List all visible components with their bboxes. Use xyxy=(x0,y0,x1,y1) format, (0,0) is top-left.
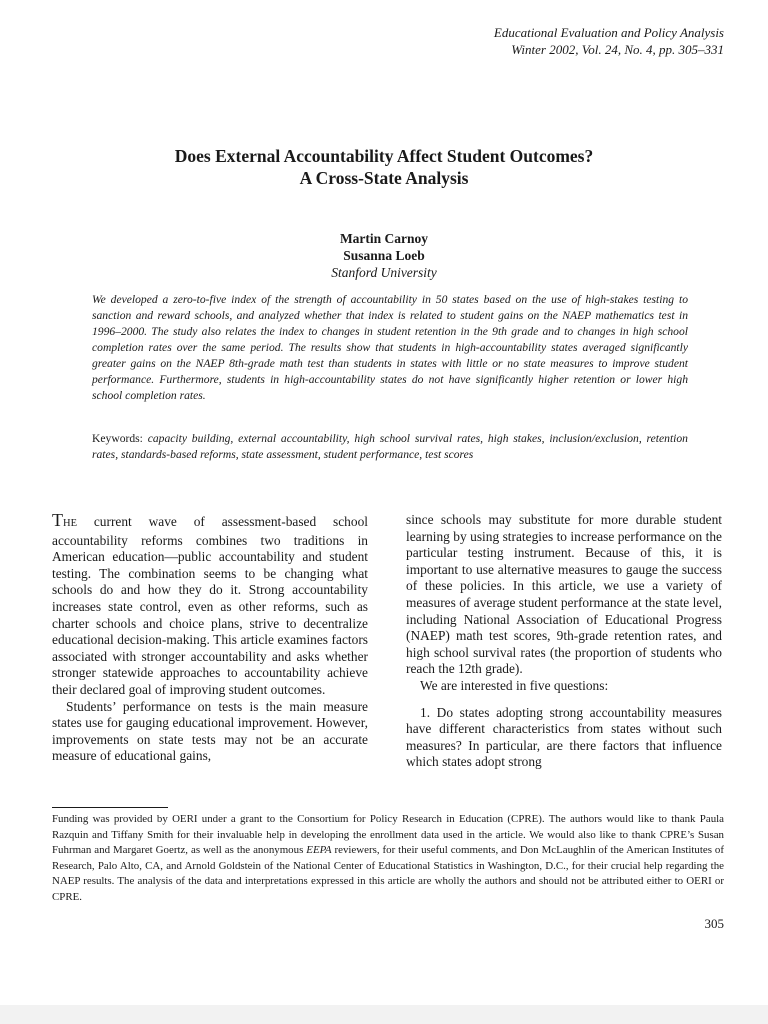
body-column-left xyxy=(52,512,368,765)
keywords-list: capacity building, external accountability, high school survival rates, high stakes, inclusion/exclusion, retention rates, standards-based reforms, state assessment, student performance, test scores xyxy=(92,432,688,461)
body-paragraph-2: Students’ performance on tests is the main measure states use for gauging educational improvement. However, improvements on state tests may not be an accurate measure of educational gains, xyxy=(52,698,368,764)
drop-cap: T xyxy=(52,510,63,530)
keywords xyxy=(92,431,688,463)
author-name-2: Susanna Loeb xyxy=(343,248,425,263)
article-title xyxy=(0,145,768,189)
body-paragraph-3: since schools may substitute for more durable student learning by using strategies to increase performance on the particular testing instrument. Because of this, it is important to use alternative measures to gauge the success of these policies. In this article, we use a variety of measures of average student performance at the state level, including National Association of Educational Progress (NAEP) math test scores, 9th-grade retention rates, and high school survival rates (the proportion of students who reach the 12th grade). xyxy=(406,512,722,677)
body-column-right xyxy=(406,512,722,771)
body-paragraph-4: We are interested in five questions: xyxy=(420,677,609,693)
drop-cap-smallcaps: HE xyxy=(63,518,77,529)
author-affiliation: Stanford University xyxy=(331,265,437,280)
author-block xyxy=(0,230,768,281)
journal-name: Educational Evaluation and Policy Analysis xyxy=(493,25,724,40)
author-name-1: Martin Carnoy xyxy=(339,231,429,246)
footnote xyxy=(52,812,724,905)
scan-bottom-margin xyxy=(0,1005,768,1024)
page-number: 305 xyxy=(704,916,724,931)
journal-issue: Winter 2002, Vol. 24, No. 4, pp. 305–331 xyxy=(511,42,724,57)
abstract: We developed a zero-to-five index of the strength of accountability in 50 states based on the use of high-stakes testing to sanction and reward schools, and analyzed whether that index is related to student gains on the NAEP mathematics test in 1996–2000. The study also relates the index to changes in student retention in the 9th grade and to changes in high school completion rates over the same period. The results show that students in high-accountability states averaged significantly greater gains on the NAEP 8th-grade math test than students in states with little or no state measures to improve student performance. Furthermore, students in high-accountability states do not have significantly higher retention or lower high school completion rates. xyxy=(92,293,688,402)
article-title-line1: Does External Accountability Affect Student Outcomes? xyxy=(174,146,594,166)
footnote-text-1: Funding was provided by OERI under a grant to the Consortium for Policy Research in Education (CPRE). The authors would like to thank Paula Razquin and Tiffany Smith for their invaluable help in developing the enrollment data used in the article. We would also like to thank CPRE’s Susan Fuhrman and Margaret Goertz, as well as the anonymous xyxy=(52,813,724,856)
footnote-journal-abbrev: EEPA xyxy=(306,844,332,856)
footnote-text-2: reviewers, for their useful comments, and Don McLaughlin of the American Institutes of Research, Palo Alto, CA, and Arnold Goldstein of the National Center of Educational Statistics in Washington, D.C., for their crucial help regarding the NAEP results. The analysis of the data and interpretations expressed in this article are wholly the authors and should not be attributed either to OERI or CPRE. xyxy=(52,844,724,903)
body-paragraph-1-text: current wave of assessment-based school accountability reforms combines two traditions in American education—public accountability and student testing. The combination seems to be changing what schools do and how they do it. Strong accountability increases state control, even as other reforms, such as charter schools and choice plans, strive to decentralize educational decision-making. This article examines factors associated with stronger accountability and asks whether stronger statewide approaches to accountability achieve their declared goal of improving student outcomes. xyxy=(52,514,368,697)
journal-citation xyxy=(494,24,724,58)
body-question-1: 1. Do states adopting strong accountability measures have different characteristics from states without such measures? In particular, are there factors that influence which states adopt strong xyxy=(406,704,722,770)
body-paragraph-1 xyxy=(52,512,368,699)
article-title-line2: A Cross-State Analysis xyxy=(299,168,469,188)
footnote-divider xyxy=(52,807,168,808)
keywords-label: Keywords: xyxy=(92,432,143,445)
